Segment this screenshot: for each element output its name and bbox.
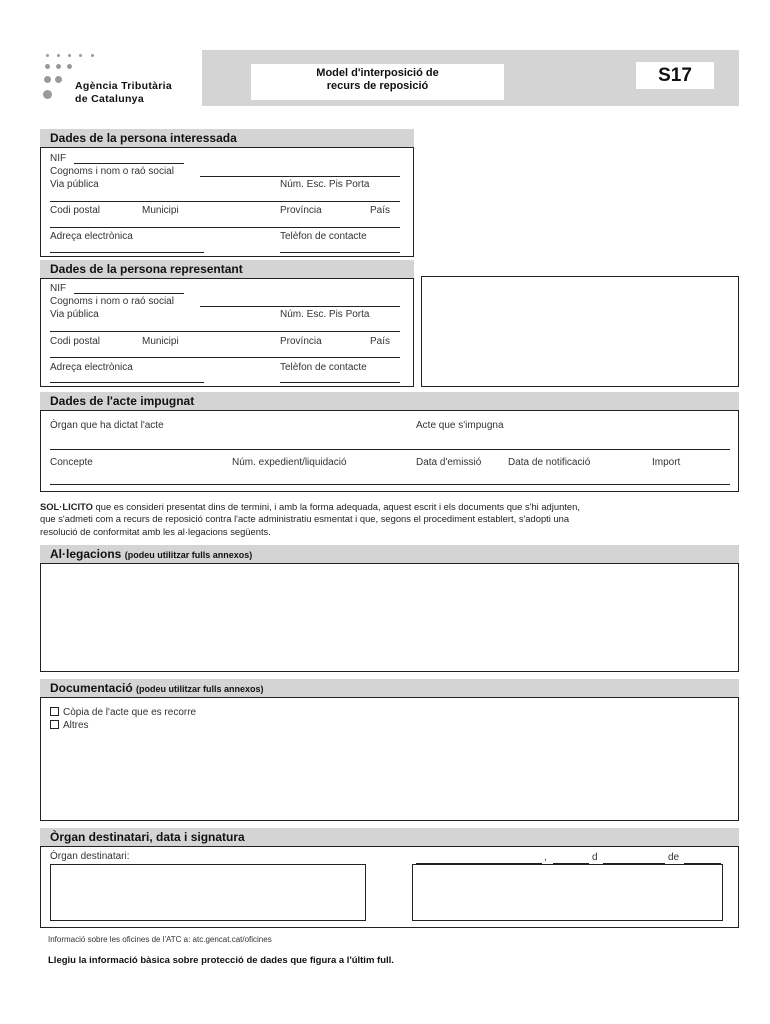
- footer-info: Informació sobre les oficines de l'ATC a: atc.gencat.cat/oficines: [48, 935, 272, 944]
- allegations-note: (podeu utilitzar fulls annexos): [124, 550, 253, 560]
- logo-dot: [68, 54, 71, 57]
- date-d-label: d: [592, 852, 598, 863]
- request-line2: que s'admeti com a recurs de reposició contra l'acte administratiu esmentat i que, segons el procediment establert, s'adopti una: [40, 513, 570, 525]
- logo-dot: [91, 54, 94, 57]
- model-title-line2: recurs de reposició: [326, 80, 429, 92]
- representative-nif-field[interactable]: [74, 293, 184, 294]
- logo-dot: [79, 54, 82, 57]
- interested-email-label: Adreça electrònica: [50, 231, 133, 242]
- footer-privacy: Llegiu la informació bàsica sobre protecció de dades que figura a l'últim full.: [48, 955, 394, 966]
- interested-cognoms-field[interactable]: [200, 176, 400, 177]
- agency-name-line1: Agència Tributària: [75, 80, 173, 92]
- representative-email-field[interactable]: [50, 382, 204, 383]
- logo-dot: [56, 64, 61, 69]
- date-de-label: de: [668, 852, 680, 863]
- request-bold: SOL·LICITO: [40, 501, 93, 512]
- act-expedient-label: Núm. expedient/liquidació: [232, 457, 347, 468]
- allegations-title: Al·legacions: [50, 547, 122, 561]
- act-import-label: Import: [652, 457, 681, 468]
- act-organ-label: Òrgan que ha dictat l'acte: [50, 420, 164, 431]
- logo-dot: [45, 64, 50, 69]
- logo-dot: [57, 54, 60, 57]
- section-representative-title: Dades de la persona representant: [40, 260, 414, 278]
- interested-telefon-field[interactable]: [280, 252, 400, 253]
- registry-stamp-box[interactable]: [421, 276, 739, 387]
- date-comma: ,: [544, 852, 547, 863]
- representative-via-label: Via pública: [50, 309, 99, 320]
- interested-email-field[interactable]: [50, 252, 204, 253]
- documentation-item-copia: [50, 707, 196, 718]
- logo-dot: [46, 54, 49, 57]
- request-paragraph: [40, 501, 740, 538]
- interested-address-field[interactable]: [50, 201, 400, 202]
- representative-num-label: Núm. Esc. Pis Porta: [280, 309, 370, 320]
- agency-name-line2: de Catalunya: [75, 93, 144, 105]
- documentation-item-altres: [50, 720, 89, 731]
- allegations-textarea[interactable]: [40, 563, 739, 672]
- model-title-line1: Model d'interposició de: [316, 67, 439, 79]
- interested-cognoms-label: Cognoms i nom o raó social: [50, 166, 174, 177]
- act-details-field[interactable]: [50, 484, 730, 485]
- documentation-item-label: Còpia de l'acte que es recorre: [63, 707, 197, 718]
- signature-box[interactable]: [412, 864, 723, 921]
- interested-location-field[interactable]: [50, 227, 400, 228]
- representative-cognoms-field[interactable]: [200, 306, 400, 307]
- representative-cp-label: Codi postal: [50, 336, 101, 347]
- representative-address-field[interactable]: [50, 331, 400, 332]
- representative-municipi-label: Municipi: [142, 336, 179, 347]
- representative-provincia-label: Província: [280, 336, 322, 347]
- interested-num-label: Núm. Esc. Pis Porta: [280, 179, 370, 190]
- checkbox-copia[interactable]: [50, 707, 59, 716]
- act-organ-field[interactable]: [50, 449, 730, 450]
- representative-email-label: Adreça electrònica: [50, 362, 133, 373]
- section-destination-title: Òrgan destinatari, data i signatura: [40, 828, 739, 846]
- logo-dot: [67, 64, 72, 69]
- act-concepte-label: Concepte: [50, 457, 93, 468]
- interested-via-label: Via pública: [50, 179, 99, 190]
- form-code: S17: [636, 62, 714, 89]
- representative-cognoms-label: Cognoms i nom o raó social: [50, 296, 174, 307]
- representative-pais-label: País: [370, 336, 391, 347]
- destination-organ-field[interactable]: [50, 864, 366, 921]
- section-allegations-title: [40, 545, 739, 563]
- representative-nif-label: NIF: [50, 283, 67, 294]
- representative-location-field[interactable]: [50, 357, 400, 358]
- interested-cp-label: Codi postal: [50, 205, 101, 216]
- logo-dot: [43, 90, 52, 99]
- act-notificacio-label: Data de notificació: [508, 457, 591, 468]
- interested-pais-label: País: [370, 205, 391, 216]
- interested-provincia-label: Província: [280, 205, 322, 216]
- act-acte-label: Acte que s'impugna: [416, 420, 504, 431]
- interested-nif-field[interactable]: [74, 163, 184, 164]
- documentation-note: (podeu utilitzar fulls annexos): [136, 684, 264, 694]
- interested-telefon-label: Telèfon de contacte: [280, 231, 367, 242]
- interested-municipi-label: Municipi: [142, 205, 179, 216]
- logo-dot: [44, 76, 51, 83]
- request-line1: que es consideri presentat dins de termini, i amb la forma adequada, aquest escrit i els documents que s'hi adjunten,: [92, 501, 580, 512]
- section-documentation-title: [40, 679, 739, 697]
- interested-nif-label: NIF: [50, 153, 67, 164]
- checkbox-altres[interactable]: [50, 720, 59, 729]
- act-emissio-label: Data d'emissió: [416, 457, 482, 468]
- representative-telefon-field[interactable]: [280, 382, 400, 383]
- destination-organ-label: Òrgan destinatari:: [50, 851, 130, 862]
- section-act-title: Dades de l'acte impugnat: [40, 392, 739, 410]
- request-line3: resolució de conformitat amb les al·legacions següents.: [40, 525, 271, 537]
- representative-telefon-label: Telèfon de contacte: [280, 362, 367, 373]
- model-title-box: [251, 64, 504, 100]
- section-interested-title: Dades de la persona interessada: [40, 129, 414, 147]
- documentation-title: Documentació: [50, 681, 133, 695]
- logo-dot: [55, 76, 62, 83]
- documentation-item-label: Altres: [63, 720, 89, 731]
